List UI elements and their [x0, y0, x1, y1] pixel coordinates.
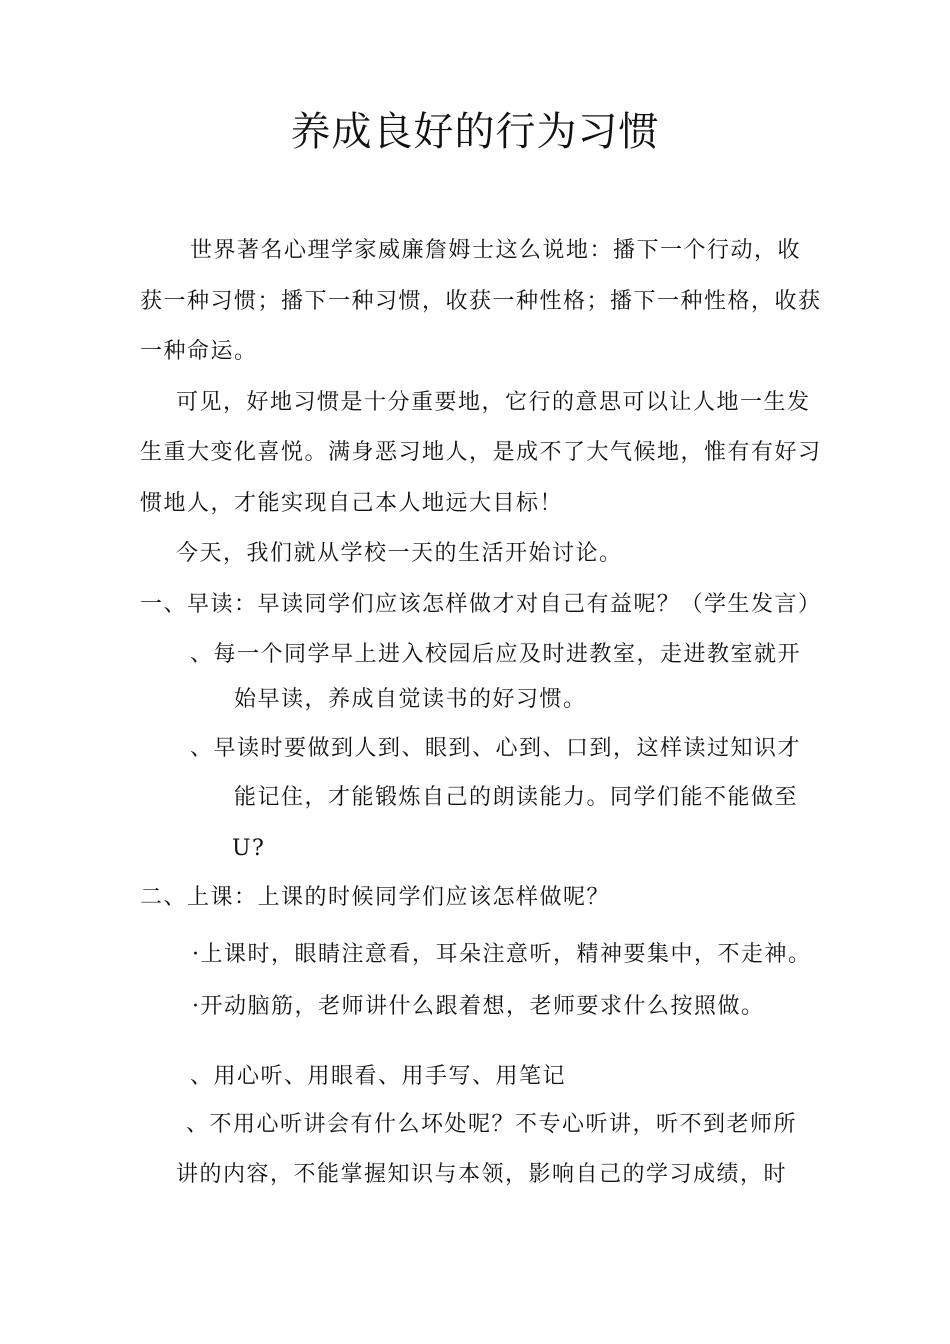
- section-heading-1: 一、早读：早读同学们应该怎样做才对自己有益呢？（学生发言）: [140, 592, 822, 617]
- list-item-line: ·开动脑筋，老师讲什么跟着想，老师要求什么按照做。: [192, 994, 765, 1019]
- body-line-4: 可见，好地习惯是十分重要地，它行的意思可以让人地一生发: [176, 390, 811, 415]
- body-line-3: 一种命运。: [140, 339, 258, 364]
- body-line-7: 今天，我们就从学校一天的生活开始讨论。: [176, 541, 623, 566]
- list-item-line: 始早读，养成自觉读书的好习惯。: [234, 687, 587, 712]
- list-item-line: 能记住，才能锻炼自己的朗读能力。同学们能不能做至: [234, 785, 799, 810]
- list-item-line: 讲的内容，不能掌握知识与本领，影响自己的学习成绩，时: [176, 1162, 788, 1187]
- body-line-1: 世界著名心理学家威廉詹姆士这么说地：播下一个行动，收: [190, 238, 802, 263]
- body-line-5: 生重大变化喜悦。满身恶习地人，是成不了大气候地，惟有有好习: [140, 440, 822, 465]
- list-item-line: 、早读时要做到人到、眼到、心到、口到，这样读过知识才: [190, 736, 802, 761]
- section-heading-2: 二、上课：上课的时候同学们应该怎样做呢？: [140, 885, 611, 910]
- list-item-line: U?: [232, 836, 266, 861]
- body-line-6: 惯地人，才能实现自己本人地远大目标！: [140, 491, 564, 516]
- list-item-line: 、不用心听讲会有什么坏处呢？不专心听讲，听不到老师所: [186, 1112, 798, 1137]
- list-item-line: 、每一个同学早上进入校园后应及时进教室，走进教室就开: [190, 642, 802, 667]
- list-item-line: 、用心听、用眼看、用手写、用笔记: [190, 1064, 567, 1089]
- list-item-line: ·上课时，眼睛注意看，耳朵注意听，精神要集中，不走神。: [192, 942, 812, 967]
- document-title: 养成良好的行为习惯: [290, 109, 660, 155]
- body-line-2: 获一种习惯；播下一种习惯，收获一种性格；播下一种性格，收获: [140, 289, 822, 314]
